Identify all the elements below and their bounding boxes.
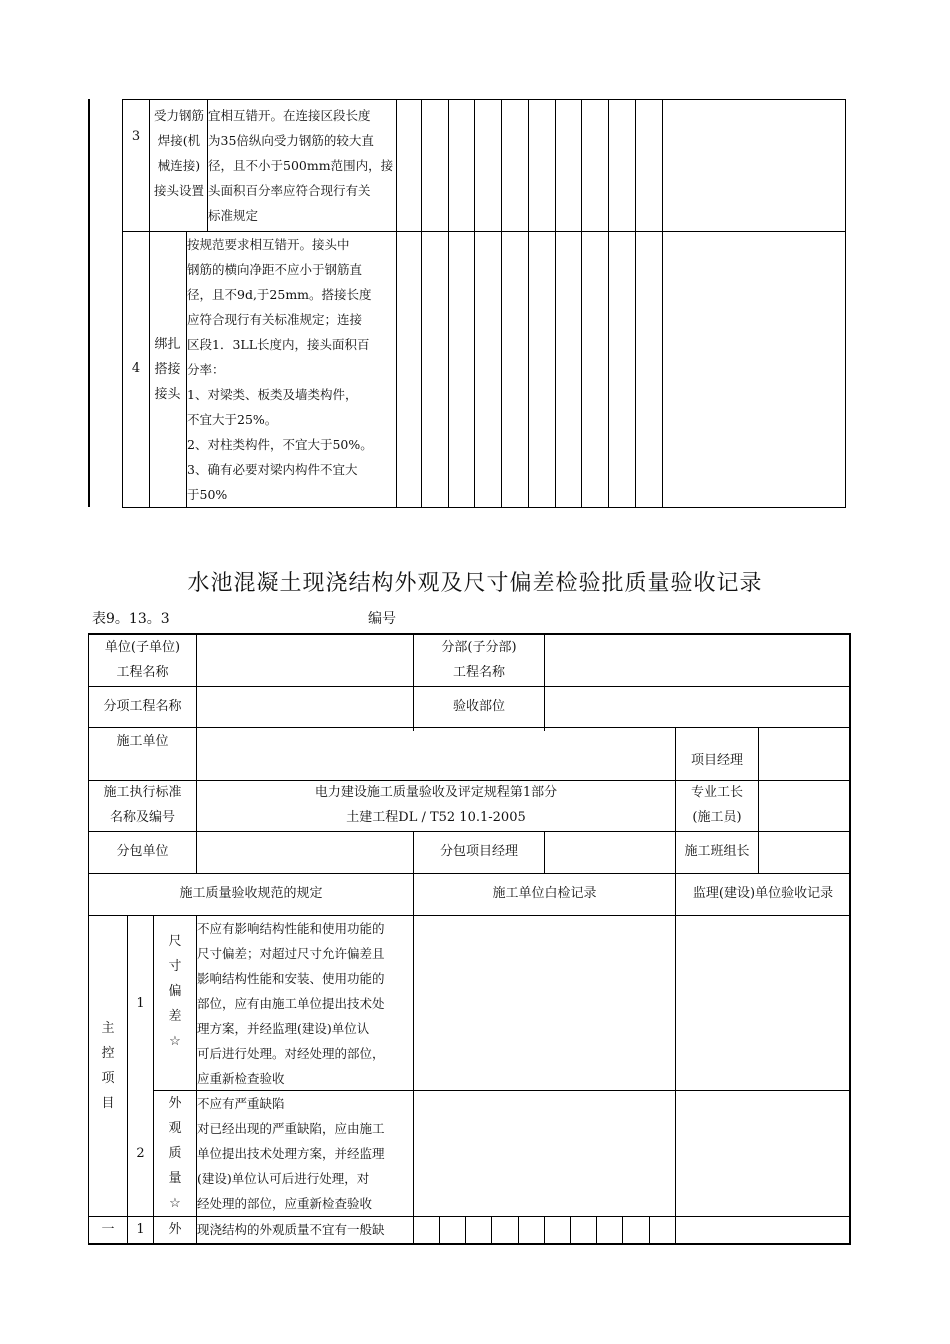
rule [122,99,123,507]
rule [465,1216,466,1244]
table-number: 表9。13。3 [92,611,170,627]
item-name: 外 [168,1222,182,1237]
rule [544,1216,545,1244]
requirement-text: 现浇结构的外观质量不宜有一般缺 [197,1222,385,1237]
construction-unit-label: 施工单位 [116,734,169,749]
project-manager-label: 项目经理 [690,753,743,768]
rule [196,633,197,873]
rule [544,831,545,873]
rule [474,99,475,507]
page-title: 水池混凝土现浇结构外观及尺寸偏差检验批质量验收记录 [187,571,763,596]
rule [528,99,529,507]
rule [88,1243,851,1245]
rule [635,99,636,507]
rule [662,99,663,507]
rule [555,99,556,507]
rule [127,915,128,1244]
subitem-name-label: 分项工程名称 [103,699,182,714]
row-number: 3 [131,129,141,144]
item-name: 尺 寸 偏 差 ☆ [168,934,182,1049]
rule [845,99,846,507]
requirement-text: 宜相互错开。在连接区段长度 为35倍纵向受力钢筋的较大直 径，且不小于500mm范围内，接 头面积百分率应符合现行有关 标准规定 [208,108,394,223]
unit-name-label: 单位(子单位) 工程名称 [104,640,181,680]
standard-label: 施工执行标准 名称及编号 [103,785,182,825]
requirement-text: 按规范要求相互错开。接头中 钢筋的横向净距不应小于钢筋直 径，且不9d,于25mm。搭接长度 应符合现行有关标准规定；连接 区段1．3LL长度内，接头面积百 分率： 1、对梁类、板类及墙类构件， 不宜大于25%。 2、对柱类构件，不宜大于50%。 3、确有必要对梁内构件不宜大 于50% [187,237,373,502]
spec-column-header: 施工质量验收规范的规定 [179,886,323,901]
row-number: 4 [131,361,141,376]
rule [122,99,846,100]
rule [88,873,850,874]
item-name: 受力钢筋 焊接(机 械连接) 接头设置 [153,108,204,198]
rule [544,633,545,731]
row-number: 2 [136,1146,145,1161]
row-number: 1 [136,1222,145,1237]
rule [581,99,582,507]
rule [448,99,449,507]
rule [675,1216,676,1244]
rule [608,99,609,507]
rule [518,1216,519,1244]
rule [758,727,759,873]
item-name: 绑扎 搭接 接头 [154,337,181,402]
standard-value: 电力建设施工质量验收及评定规程第1部分 土建工程DL / T52 10.1-2005 [314,785,558,825]
rule [88,633,89,1244]
rule [596,1216,597,1244]
rule [675,873,676,1216]
rule [88,686,850,687]
subcontractor-label: 分包单位 [116,844,169,859]
division-name-label: 分部(子分部) 工程名称 [441,640,517,680]
rule [849,633,851,1244]
subcontract-pm-label: 分包项目经理 [439,844,518,859]
requirement-text: 不应有影响结构性能和使用功能的 尺寸偏差；对超过尺寸允许偏差且 影响结构性能和安装、使用功能的 部位，应有由施工单位提出技术处 理方案，并经监理(建设)单位认 可后进行处理。对经处理的部位， 应重新检查验收 [197,921,385,1086]
acceptance-part-label: 验收部位 [452,699,505,714]
row-number: 1 [136,996,145,1011]
rule [649,1216,650,1244]
requirement-text: 不应有严重缺陷 对已经出现的严重缺陷，应由施工 单位提出技术处理方案，并经监理 (建设)单位认可后进行处理，对 经处理的部位，应重新检查验收 [197,1096,385,1211]
item-name: 外 观 质 量 ☆ [168,1096,182,1211]
main-items-label: 主 控 项 目 [101,1021,115,1111]
rule [421,99,422,507]
rule [622,1216,623,1244]
foreman-label: 专业工长 (施工员) [690,785,743,825]
rule [439,1216,440,1244]
rule [88,727,850,728]
left-border [88,99,90,507]
supervision-column-header: 监理(建设)单位验收记录 [692,886,834,901]
rule [491,1216,492,1244]
rule [501,99,502,507]
general-items-label: 一 [101,1222,115,1237]
rule [570,1216,571,1244]
team-leader-label: 施工班组长 [684,844,750,859]
rule [88,831,850,832]
serial-number-label: 编号 [368,611,396,627]
self-check-column-header: 施工单位白检记录 [492,886,597,901]
rule [122,507,846,508]
